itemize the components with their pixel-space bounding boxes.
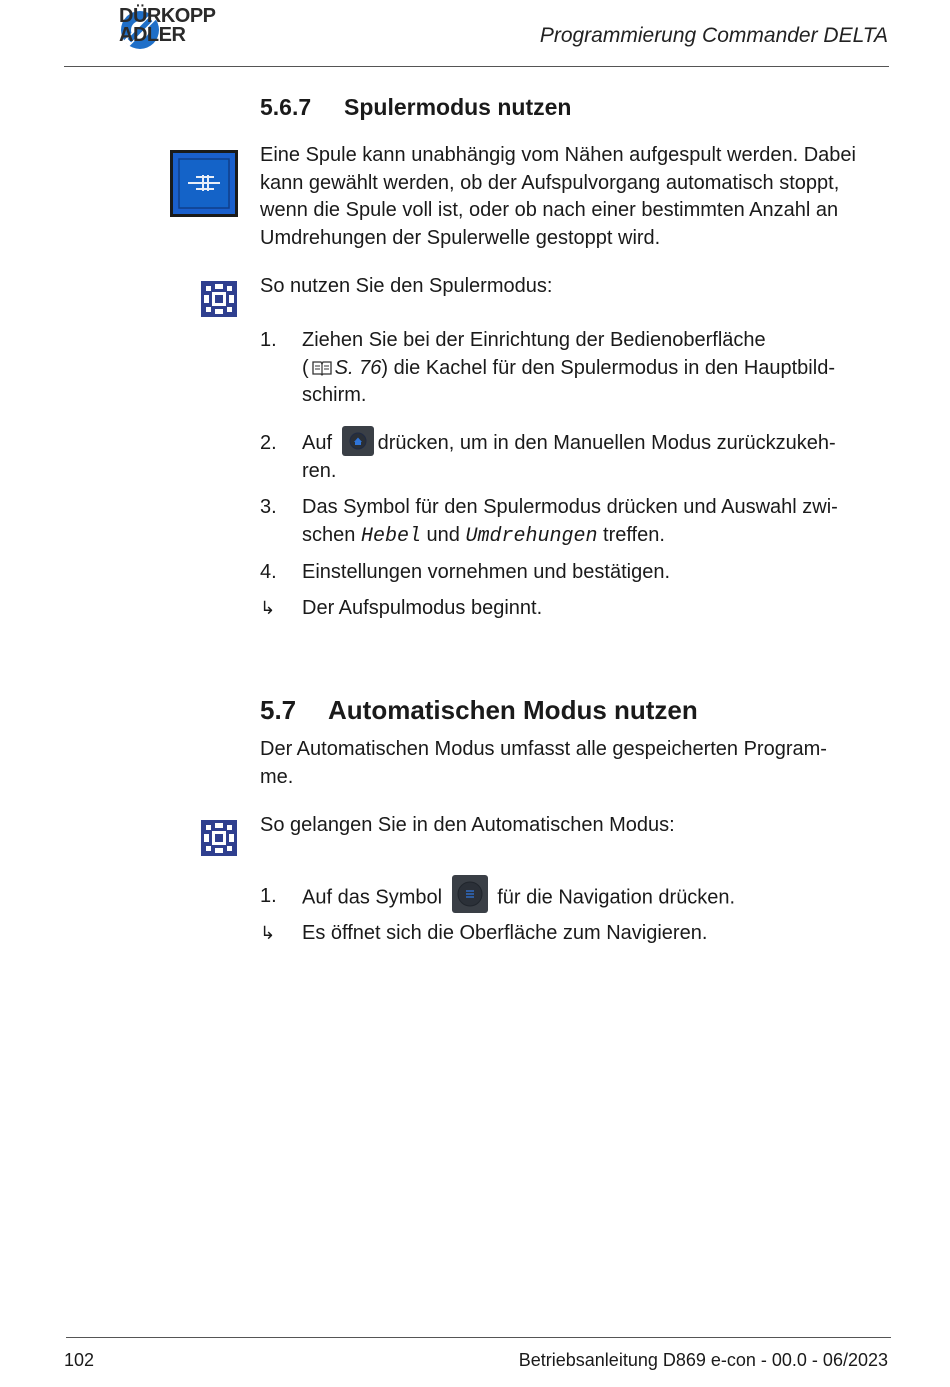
step-word: und xyxy=(420,523,466,546)
step-result: Es öffnet sich die Oberfläche zum Navigieren. xyxy=(302,922,708,944)
section-567-howto: So nutzen Sie den Spulermodus: xyxy=(260,275,553,297)
page-reference-link[interactable]: S. 76 xyxy=(334,356,382,379)
spuler-mode-icon xyxy=(170,150,238,217)
section-567-number: 5.6.7 xyxy=(260,94,312,120)
step-line: Das Symbol für den Spulermodus drücken und Auswahl zwi- xyxy=(302,496,838,518)
section-567-title: Spulermodus nutzen xyxy=(344,94,572,120)
step-text xyxy=(302,883,892,913)
section-567-heading xyxy=(260,94,571,121)
section-57-howto: So gelangen Sie in den Automatischen Modus: xyxy=(260,814,675,836)
section-57-intro xyxy=(260,736,890,791)
footer-divider xyxy=(66,1337,891,1338)
step-line xyxy=(302,522,892,551)
step-text xyxy=(302,430,892,485)
step-text xyxy=(302,494,892,550)
step-number: 1. xyxy=(260,329,277,351)
step-number: 1. xyxy=(260,885,277,907)
step-word: drücken, um in den Manuellen Modus zurückzukeh- xyxy=(377,432,836,454)
option-umdrehungen: Umdrehungen xyxy=(465,524,598,548)
result-arrow-icon: ↳ xyxy=(260,598,276,618)
procedure-icon xyxy=(201,281,237,317)
intro-line: me. xyxy=(260,765,294,788)
step-result: Der Aufspulmodus beginnt. xyxy=(302,597,543,619)
step-line xyxy=(302,430,892,458)
header-title: Programmierung Commander DELTA xyxy=(539,24,888,47)
logo-wordmark xyxy=(119,7,216,45)
step-line: schirm. xyxy=(302,384,367,406)
book-reference-icon xyxy=(311,359,333,377)
header-divider xyxy=(64,66,889,67)
section-57-title: Automatischen Modus nutzen xyxy=(328,695,698,725)
footer-document-id: Betriebsanleitung D869 e-con - 00.0 - 06/2023 xyxy=(518,1350,888,1370)
home-icon[interactable] xyxy=(342,426,374,456)
step-number: 3. xyxy=(260,496,277,518)
section-57-heading xyxy=(260,695,698,726)
step-word: treffen. xyxy=(597,523,665,546)
step-line: Ziehen Sie bei der Einrichtung der Bedienoberfläche xyxy=(302,329,766,351)
step-word: schen xyxy=(302,523,361,546)
result-arrow-icon: ↳ xyxy=(260,923,276,943)
section-567-intro: Eine Spule kann unabhängig vom Nähen aufgespult werden. Dabei kann gewählt werden, ob der Aufspulvorgang automatisch stoppt, wenn die Spule voll ist, oder ob nach einer bestimmten Anzahl an Umdrehungen der Spulerwelle gestoppt wird. xyxy=(260,144,856,249)
intro-line: Der Automatischen Modus umfasst alle gespeicherten Program- xyxy=(260,738,827,760)
step-text: Einstellungen vornehmen und bestätigen. xyxy=(302,561,671,583)
logo-line1: DÜRKOPP xyxy=(119,5,216,27)
paren: ( xyxy=(302,356,309,379)
step-text xyxy=(302,327,892,410)
page-number: 102 xyxy=(64,1350,95,1370)
step-line-rest: ) die Kachel für den Spulermodus in den Hauptbild- xyxy=(381,356,835,379)
logo-line2: ADLER xyxy=(119,24,186,46)
step-word: für die Navigation drücken. xyxy=(497,886,736,909)
step-word: Auf das Symbol xyxy=(302,886,443,909)
step-line: ren. xyxy=(302,459,337,482)
step-number: 2. xyxy=(260,432,277,454)
navigation-icon[interactable] xyxy=(452,875,488,913)
option-hebel: Hebel xyxy=(360,524,421,548)
step-number: 4. xyxy=(260,561,277,583)
step-line xyxy=(302,355,892,383)
step-word: Auf xyxy=(302,432,333,454)
section-57-number: 5.7 xyxy=(260,695,297,725)
procedure-icon xyxy=(201,820,237,856)
